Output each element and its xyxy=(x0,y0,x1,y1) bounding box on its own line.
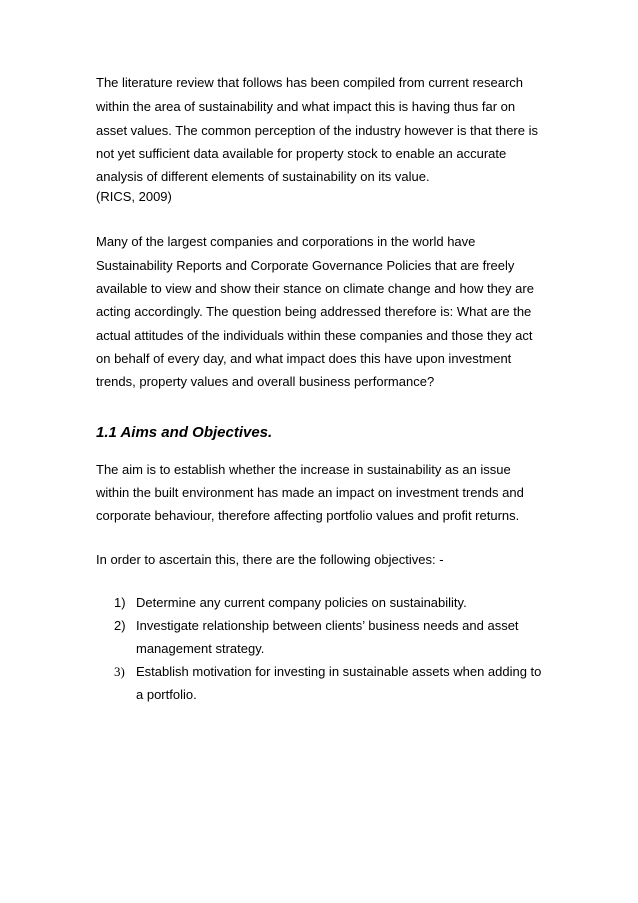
section-heading: 1.1 Aims and Objectives. xyxy=(96,424,273,441)
text-line: not yet sufficient data available for property stock to enable an accurate xyxy=(96,146,507,161)
citation: (RICS, 2009) xyxy=(96,189,172,204)
text-line: acting accordingly. The question being addressed therefore is: What are the xyxy=(96,304,532,319)
text-line: corporate behaviour, therefore affecting portfolio values and profit returns. xyxy=(96,508,520,523)
list-item-text: management strategy. xyxy=(136,641,265,656)
text-line: analysis of different elements of sustainability on its value. xyxy=(96,169,430,184)
text-line: actual attitudes of the individuals within these companies and those they act xyxy=(96,328,533,343)
text-line: available to view and show their stance on climate change and how they are xyxy=(96,281,534,296)
text-line: asset values. The common perception of the industry however is that there is xyxy=(96,123,538,138)
list-item-text: Investigate relationship between clients’ business needs and asset xyxy=(136,618,519,633)
list-number: 2) xyxy=(114,618,126,633)
text-line: Sustainability Reports and Corporate Governance Policies that are freely xyxy=(96,258,515,273)
list-item-text: a portfolio. xyxy=(136,687,197,702)
text-line: within the area of sustainability and what impact this is having thus far on xyxy=(96,99,516,114)
text-line: The literature review that follows has been compiled from current research xyxy=(96,75,524,90)
list-item-text: Establish motivation for investing in sustainable assets when adding to xyxy=(136,664,542,679)
text-line: within the built environment has made an impact on investment trends and xyxy=(96,485,524,500)
text-line: In order to ascertain this, there are the following objectives: - xyxy=(96,552,444,567)
list-item-text: Determine any current company policies on sustainability. xyxy=(136,595,467,610)
list-number: 1) xyxy=(114,595,126,610)
list-number: 3) xyxy=(114,664,125,679)
text-line: The aim is to establish whether the increase in sustainability as an issue xyxy=(96,462,511,477)
text-line: Many of the largest companies and corporations in the world have xyxy=(96,234,476,249)
text-line: on behalf of every day, and what impact does this have upon investment xyxy=(96,351,512,366)
text-line: trends, property values and overall business performance? xyxy=(96,374,435,389)
